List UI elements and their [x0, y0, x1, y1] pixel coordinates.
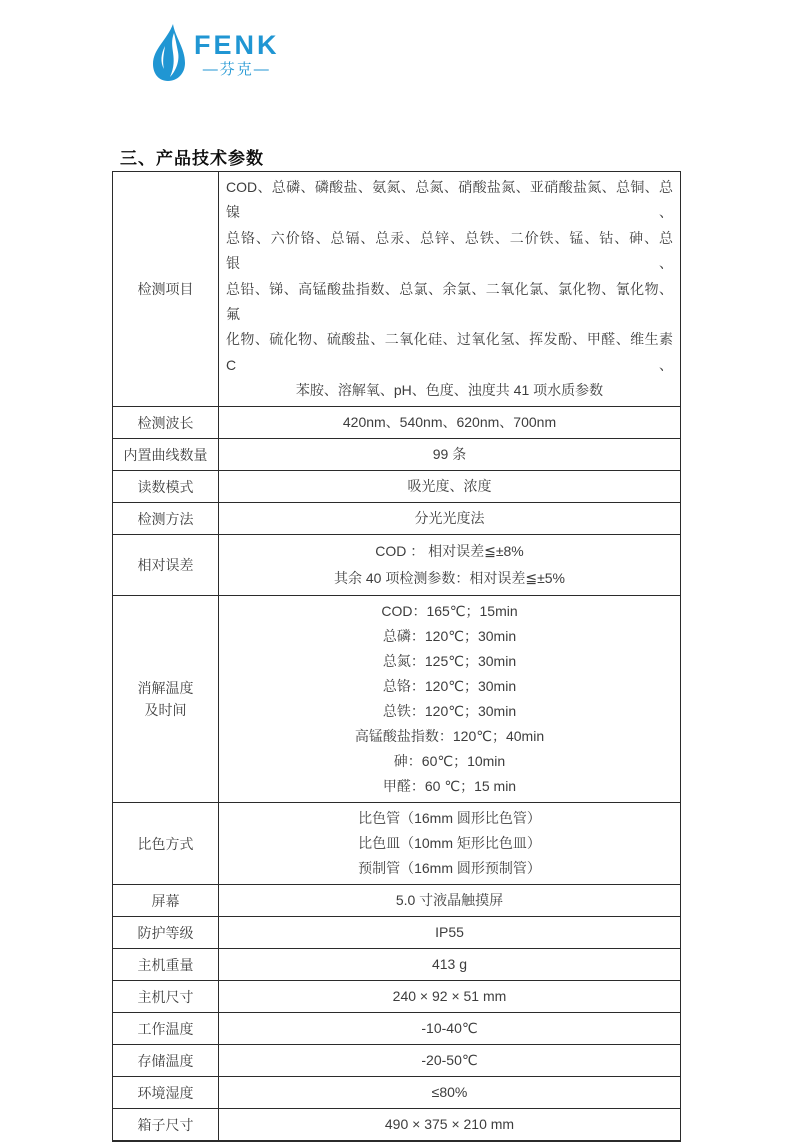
table-row-method: [113, 503, 680, 535]
row-value: [219, 1077, 680, 1108]
value-line: 吸光度、浓度: [407, 478, 492, 495]
water-drop-icon: [152, 24, 186, 87]
table-row-protection-rating: [113, 917, 680, 949]
value-line: 苯胺、溶解氧、pH、色度、浊度共 41 项水质参数: [295, 382, 604, 399]
row-label: 主机尺寸: [113, 981, 219, 1012]
row-label: 检测波长: [113, 407, 219, 438]
value-line: 总氮：125℃；30min: [382, 653, 517, 670]
row-value: [219, 439, 680, 470]
row-value: [219, 1013, 680, 1044]
row-label: 箱子尺寸: [113, 1109, 219, 1140]
value-line: 总铁：120℃；30min: [382, 703, 517, 720]
row-label: 读数模式: [113, 471, 219, 502]
logo-text: [194, 31, 280, 80]
fenk-logo: [152, 24, 280, 87]
row-value: [219, 981, 680, 1012]
row-label: 内置曲线数量: [113, 439, 219, 470]
row-label: 环境湿度: [113, 1077, 219, 1108]
row-label: 检测项目: [113, 172, 219, 406]
row-value: [219, 1045, 680, 1076]
value-line: 其余 40 项检测参数：相对误差≦±5%: [334, 570, 565, 587]
table-row-storage-temp: [113, 1045, 680, 1077]
value-line: -20-50℃: [421, 1052, 478, 1069]
value-line: 总铅、锑、高锰酸盐指数、总氯、余氯、二氧化氯、氯化物、氰化物、氟: [226, 280, 673, 323]
row-label-line: 及时间: [144, 702, 187, 719]
table-row-curve-count: [113, 439, 680, 471]
table-row-screen: [113, 885, 680, 917]
row-label-line: 消解温度: [137, 680, 194, 697]
table-row-reading-mode: [113, 471, 680, 503]
table-row-digestion: [113, 596, 680, 803]
value-line: 420nm、540nm、620nm、700nm: [342, 414, 557, 431]
brand-name: FENK: [194, 30, 280, 60]
value-line: IP55: [435, 924, 464, 941]
row-value: [219, 471, 680, 502]
row-value: [219, 407, 680, 438]
row-label: 存储温度: [113, 1045, 219, 1076]
value-line: 413 g: [431, 956, 468, 973]
table-row-host-weight: [113, 949, 680, 981]
table-row-colorimetric-mode: [113, 803, 680, 885]
value-line: COD、总磷、磷酸盐、氨氮、总氮、硝酸盐氮、亚硝酸盐氮、总铜、总镍、: [226, 179, 673, 221]
value-line: 总铬、六价铬、总镉、总汞、总锌、总铁、二价铁、锰、钴、砷、总银、: [226, 229, 673, 272]
row-value: [219, 917, 680, 948]
value-line: COD：165℃；15min: [381, 603, 518, 620]
table-row-relative-error: [113, 535, 680, 596]
row-value: [219, 503, 680, 534]
value-line: 5.0 寸液晶触摸屏: [395, 892, 504, 909]
value-line: 240 × 92 × 51 mm: [392, 988, 507, 1005]
value-line: 分光光度法: [414, 510, 485, 527]
table-row-detection-items: [113, 172, 680, 407]
section-heading: 三、产品技术参数: [120, 149, 264, 168]
row-value: [219, 596, 680, 802]
row-value: [219, 885, 680, 916]
row-label: 主机重量: [113, 949, 219, 980]
value-line: 比色管（16mm 圆形比色管）: [358, 810, 541, 827]
row-label: [113, 596, 219, 802]
value-line: 99 条: [432, 446, 467, 463]
table-row-wavelengths: [113, 407, 680, 439]
row-value: [219, 1109, 680, 1140]
value-line: ≤80%: [431, 1084, 468, 1101]
table-row-humidity: [113, 1077, 680, 1109]
value-line: 490 × 375 × 210 mm: [384, 1116, 515, 1133]
row-label: 工作温度: [113, 1013, 219, 1044]
row-value: [219, 949, 680, 980]
value-line: 高锰酸盐指数：120℃；40min: [354, 728, 545, 745]
row-value: [219, 535, 680, 595]
value-line: 比色皿（10mm 矩形比色皿）: [358, 835, 541, 852]
table-row-case-size: [113, 1109, 680, 1140]
spec-table: [112, 171, 681, 1142]
value-line: 砷：60℃；10min: [393, 753, 506, 770]
value-line: -10-40℃: [421, 1020, 478, 1037]
row-label: 比色方式: [113, 803, 219, 884]
value-line: 总磷：120℃；30min: [382, 628, 517, 645]
row-value: [219, 803, 680, 884]
row-label: 相对误差: [113, 535, 219, 595]
value-line: 甲醛：60 ℃；15 min: [382, 778, 517, 795]
row-label: 检测方法: [113, 503, 219, 534]
value-line: 化物、硫化物、硫酸盐、二氧化硅、过氧化氢、挥发酚、甲醛、维生素 C、: [226, 331, 673, 373]
table-row-working-temp: [113, 1013, 680, 1045]
table-row-host-size: [113, 981, 680, 1013]
row-value: [219, 172, 680, 406]
row-label: 屏幕: [113, 885, 219, 916]
value-line: 总铬：120℃；30min: [382, 678, 517, 695]
row-label: 防护等级: [113, 917, 219, 948]
brand-name-chinese: —芬克—: [202, 61, 271, 78]
value-line: COD ： 相对误差≦±8%: [375, 543, 524, 560]
value-line: 预制管（16mm 圆形预制管）: [358, 860, 541, 877]
